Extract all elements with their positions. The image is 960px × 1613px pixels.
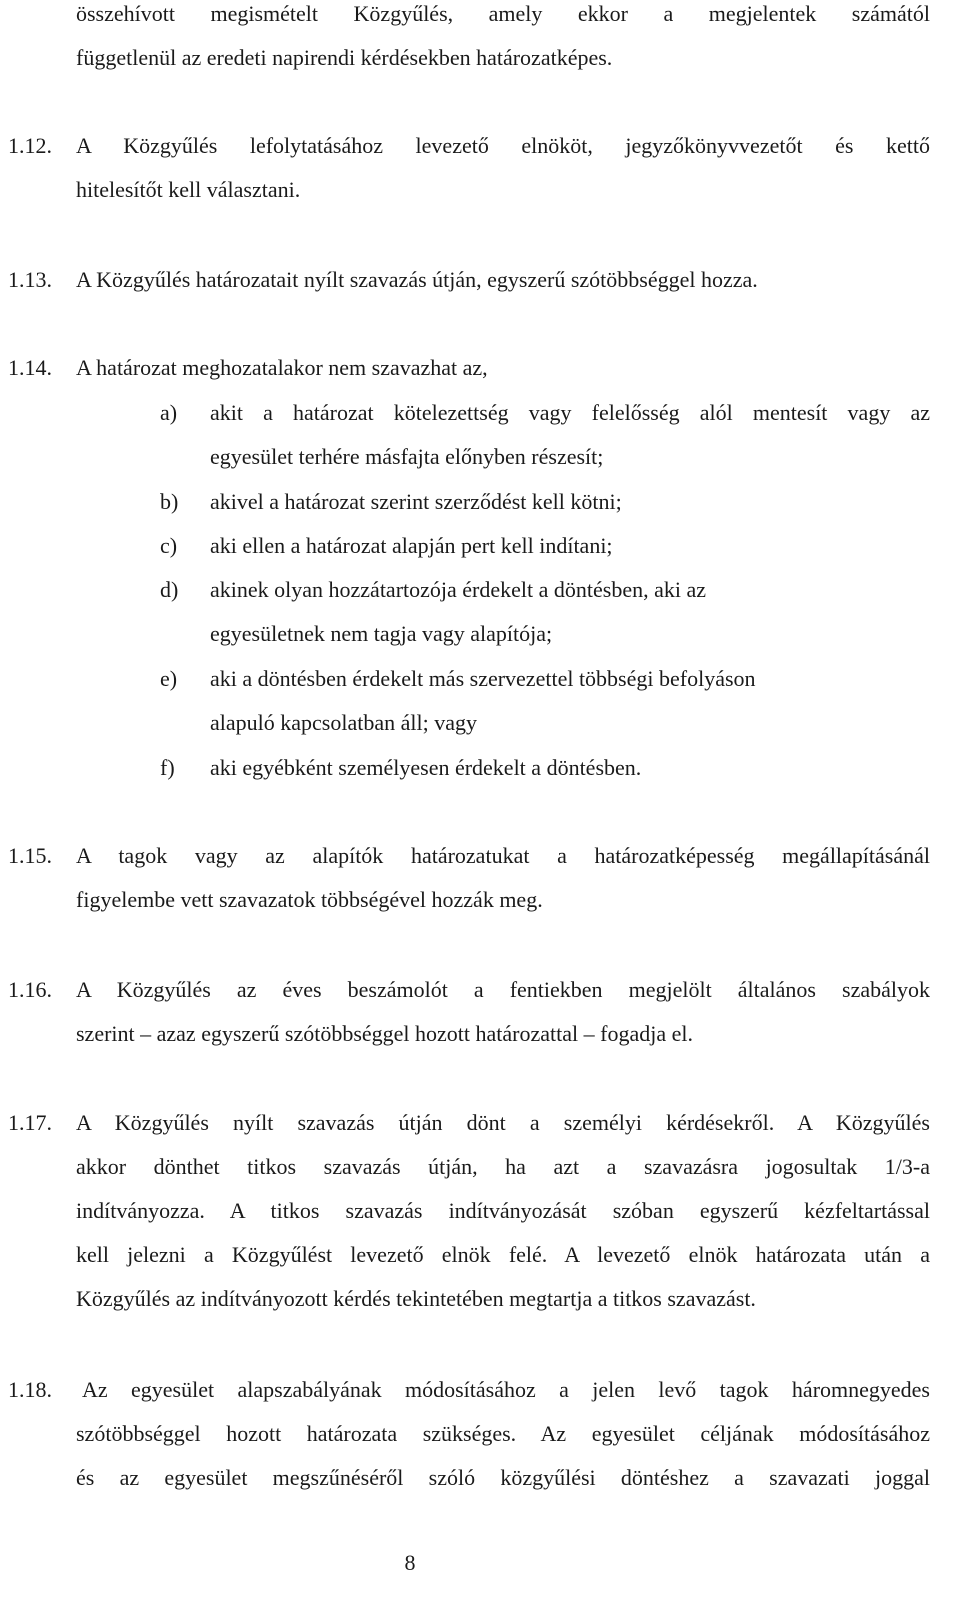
paragraph-line: A Közgyűlés lefolytatásához levezető elnököt, jegyzőkönyvvezetőt és kettő xyxy=(76,133,930,158)
list-item-line: egyesület terhére másfajta előnyben részesít; xyxy=(210,444,604,469)
section-number: 1.14. xyxy=(8,355,52,380)
section-number: 1.12. xyxy=(8,133,52,158)
section-number: 1.17. xyxy=(8,1110,52,1135)
paragraph-line: Az egyesület alapszabályának módosításához a jelen levő tagok háromnegyedes xyxy=(82,1377,930,1402)
paragraph-line: A tagok vagy az alapítók határozatukat a határozatképesség megállapításánál xyxy=(76,843,930,868)
list-item-line: akivel a határozat szerint szerződést kell kötni; xyxy=(210,489,622,514)
list-item-label: f) xyxy=(160,755,175,780)
paragraph-line: hitelesítőt kell választani. xyxy=(76,177,301,202)
section-number: 1.16. xyxy=(8,977,52,1002)
paragraph-line: A Közgyűlés határozatait nyílt szavazás útján, egyszerű szótöbbséggel hozza. xyxy=(76,267,758,292)
paragraph-line: indítványozza. A titkos szavazás indítványozását szóban egyszerű kézfeltartással xyxy=(76,1198,930,1223)
paragraph-line: A határozat meghozatalakor nem szavazhat az, xyxy=(76,355,488,380)
list-item-label: e) xyxy=(160,666,178,691)
paragraph-line: Közgyűlés az indítványozott kérdés tekintetében megtartja a titkos szavazást. xyxy=(76,1286,756,1311)
list-item-label: c) xyxy=(160,533,178,558)
list-item-line: akinek olyan hozzátartozója érdekelt a döntésben, aki az xyxy=(210,577,706,602)
list-item-label: b) xyxy=(160,489,179,514)
paragraph-line: szótöbbséggel hozott határozata szükséges. Az egyesület céljának módosításához xyxy=(76,1421,930,1446)
section-number: 1.15. xyxy=(8,843,52,868)
list-item-line: aki a döntésben érdekelt más szervezettel többségi befolyáson xyxy=(210,666,756,691)
section-number: 1.18. xyxy=(8,1377,52,1402)
paragraph-line: figyelembe vett szavazatok többségével hozzák meg. xyxy=(76,887,543,912)
list-item-line: egyesületnek nem tagja vagy alapítója; xyxy=(210,621,553,646)
paragraph-line: kell jelezni a Közgyűlést levezető elnök felé. A levezető elnök határozata után a xyxy=(76,1242,930,1267)
list-item-line: alapuló kapcsolatban áll; vagy xyxy=(210,710,477,735)
list-item-label: d) xyxy=(160,577,179,602)
page-footer xyxy=(0,1541,960,1585)
paragraph-line: akkor dönthet titkos szavazás útján, ha azt a szavazásra jogosultak 1/3-a xyxy=(76,1154,930,1179)
paragraph-line: szerint – azaz egyszerű szótöbbséggel hozott határozattal – fogadja el. xyxy=(76,1021,693,1046)
list-item-line: akit a határozat kötelezettség vagy felelősség alól mentesít vagy az xyxy=(210,400,930,425)
paragraph-line: függetlenül az eredeti napirendi kérdésekben határozatképes. xyxy=(76,45,613,70)
list-item-line: aki ellen a határozat alapján pert kell indítani; xyxy=(210,533,613,558)
section-number: 1.13. xyxy=(8,267,52,292)
paragraph-line: és az egyesület megszűnéséről szóló közgyűlési döntéshez a szavazati joggal xyxy=(76,1465,930,1490)
paragraph-line: A Közgyűlés az éves beszámolót a fentiekben megjelölt általános szabályok xyxy=(76,977,930,1002)
list-item-label: a) xyxy=(160,400,178,425)
paragraph-line: összehívott megismételt Közgyűlés, amely ekkor a megjelentek számától xyxy=(76,1,930,26)
paragraph-line: A Közgyűlés nyílt szavazás útján dönt a személyi kérdésekről. A Közgyűlés xyxy=(76,1110,930,1135)
page-number: 8 xyxy=(404,1550,416,1575)
list-item-line: aki egyébként személyesen érdekelt a döntésben. xyxy=(210,755,642,780)
